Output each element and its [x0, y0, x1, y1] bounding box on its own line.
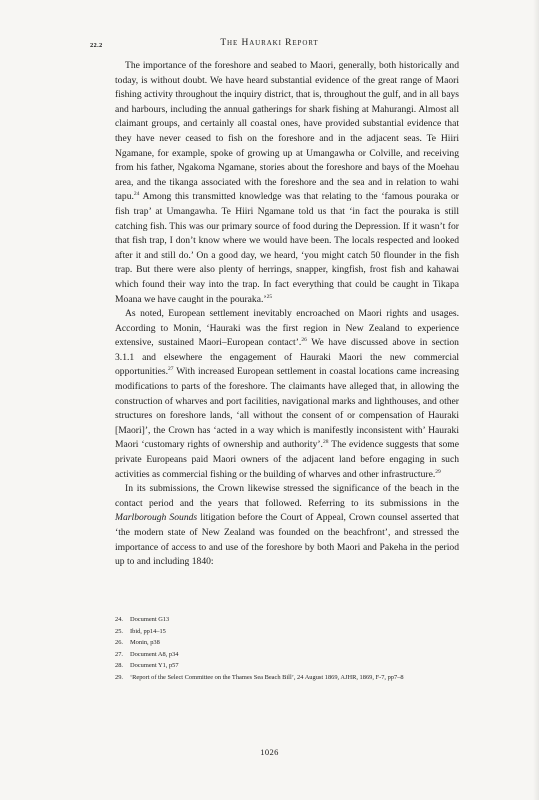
- footnote-text: ‘Report of the Select Committee on the Thames Sea Beach Bill’, 24 August 1869, AJHR, 1869, F-7, pp7–8: [130, 673, 404, 681]
- page-edge-shadow: [533, 0, 539, 800]
- paragraph-text: As noted, European settlement inevitably encroached on Maori rights and usages. According to Monin, ‘Hauraki was the first region in New Zealand to experience extensive, sustained Maori–European contact’.: [115, 308, 459, 349]
- footnote-number: 24.: [115, 616, 123, 623]
- footnote-reference: 26: [301, 337, 307, 344]
- footnote-number: 27.: [115, 650, 123, 658]
- body-text: [115, 59, 459, 570]
- section-number: 22.2: [90, 42, 103, 49]
- footnote-reference: 27: [168, 366, 174, 373]
- paragraph-text: In its submissions, the Crown likewise stressed the significance of the beach in the contact period and the years that followed. Referring to its submissions in the: [115, 483, 459, 509]
- footnote-reference: 28: [322, 439, 329, 446]
- page-number: 1026: [260, 747, 279, 757]
- body-paragraph: [115, 482, 459, 570]
- paragraph-text: We have discussed above in section 3.1.1 and elsewhere the engagement of Hauraki Maori the new commercial opportunities.: [115, 337, 459, 378]
- footnote: [115, 626, 459, 638]
- footnote-text: Monin, p38: [130, 639, 160, 647]
- running-title: The Hauraki Report: [220, 38, 319, 48]
- paragraph-text: Among this transmitted knowledge was that relating to the ‘famous pouraka or fish trap’ at Umangawha. Te Hiiri Ngamane told us that ‘in fact the pouraka is still catching fish. This was our primary source of food during the Depression. If it wasn’t for that fish trap, I don’t know where we would have been. The locals respected and looked after it and still do.’ On a good day, we heard, ‘you might catch 50 flounder in the fish trap. But there were also plenty of herrings, snapper, kingfish, frost fish and kahawai which found their way into the trap. In fact everything that could be caught in Tikapa Moana we have caught in the pouraka.’: [115, 191, 459, 305]
- paragraph-text: The importance of the foreshore and seabed to Maori, generally, both historically and today, is without doubt. We have heard substantial evidence of the great range of Maori fishing activity throughout the inquiry district, that is, throughout the gulf, and in all bays and harbours, including the annual gatherings for shark fishing at Mahurangi. Almost all claimant groups, and certainly all coastal ones, have provided substantial evidence that they have never ceased to fish on the foreshore and in the adjacent seas. Te Hiiri Ngamane, for example, spoke of growing up at Umangawha or Colville, and receiving from his father, Ngakoma Ngamane, stories about the foreshore and bays of the Moehau area, and the tikanga associated with the foreshore and the sea and in relation to wahi tapu.: [115, 60, 459, 203]
- footnote-text: Ibid, pp14–15: [130, 627, 166, 635]
- footnote-reference: 24: [133, 191, 140, 198]
- footnote-number: 29.: [115, 673, 123, 681]
- body-paragraph: [115, 307, 459, 482]
- footnote: [115, 672, 459, 684]
- italic-text: Marlborough Sounds: [115, 512, 198, 524]
- footnote-text: Document Y1, p57: [130, 662, 179, 670]
- footnote-reference: 29: [435, 468, 441, 475]
- footnote-text: Document A8, p34: [130, 650, 179, 658]
- footnote-number: 25.: [115, 627, 123, 635]
- footnote: [115, 660, 459, 672]
- footnote-number: 28.: [115, 662, 123, 670]
- paragraph-text: litigation before the Court of Appeal, Crown counsel asserted that ‘the modern state of New Zealand was founded on the beachfront’, and stressed the importance of access to and use of the foreshore by both Maori and Pakeha in the period up to and including 1840:: [115, 512, 459, 568]
- footnote: [115, 614, 459, 626]
- footnote-reference: 25: [266, 293, 273, 300]
- footnote-text: Document G13: [130, 616, 170, 623]
- footnote-number: 26.: [115, 639, 123, 647]
- paragraph-text: The evidence suggests that some private Europeans paid Maori owners of the adjacent land before engaging in such activities as commercial fishing or the building of wharves and other infrastructure.: [115, 439, 459, 480]
- body-paragraph: [115, 59, 459, 307]
- footnote: [115, 637, 459, 649]
- paragraph-text: With increased European settlement in coastal locations came increasing modifications to parts of the foreshore. The claimants have alleged that, in allowing the construction of wharves and port facilities, navigational marks and lighthouses, and other structures on foreshore lands, ‘all without the consent of or compensation of Hauraki [Maori]’, the Crown has ‘acted in a way which is manifestly inconsistent with’ Hauraki Maori ‘customary rights of ownership and authority’.: [115, 366, 459, 451]
- footnotes: [115, 614, 459, 684]
- footnote: [115, 649, 459, 661]
